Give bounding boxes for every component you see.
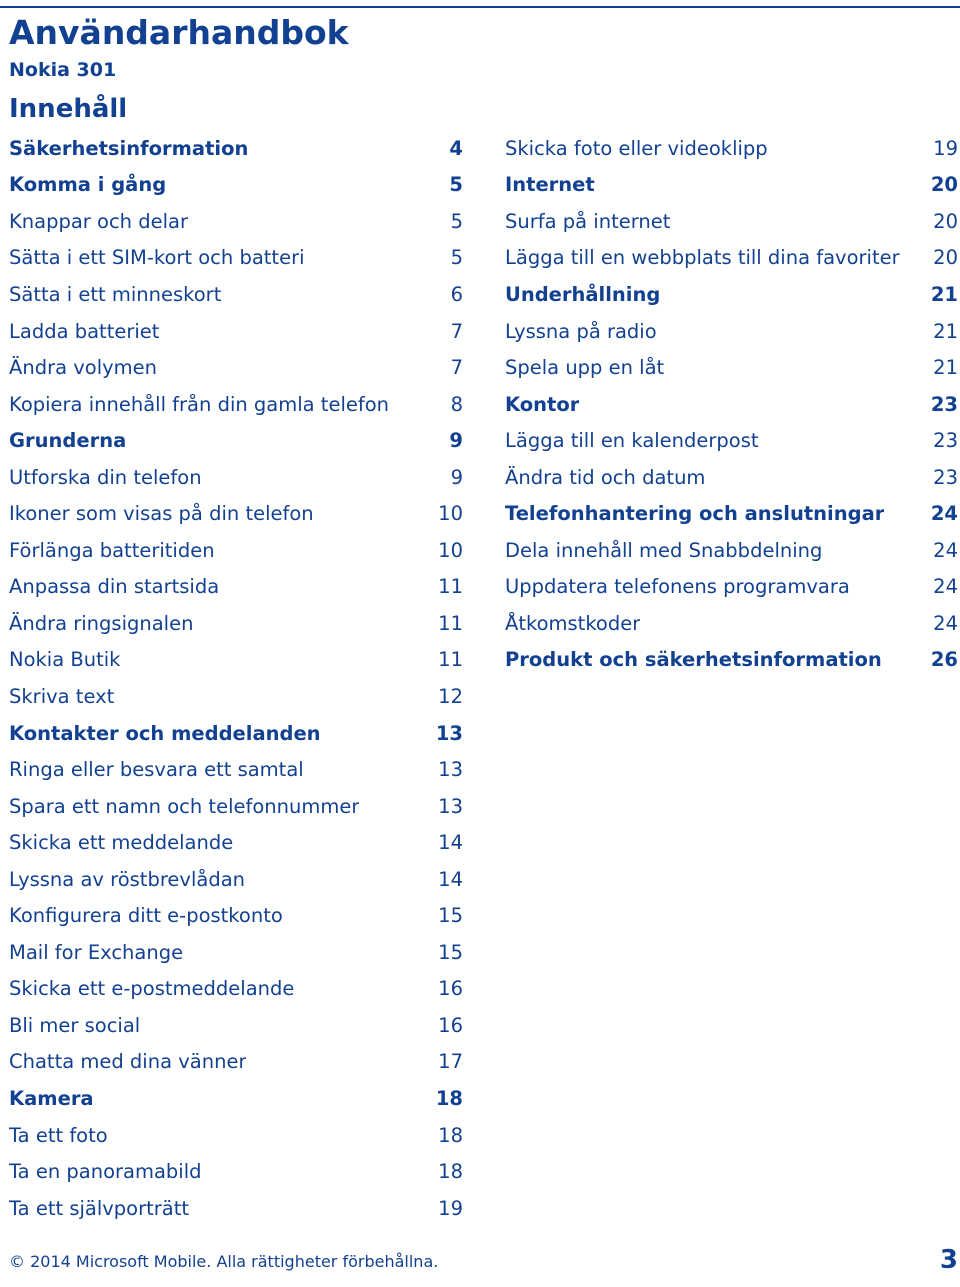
toc-right-column bbox=[505, 130, 958, 678]
toc-entry-label: Skicka ett e-postmeddelande bbox=[9, 977, 295, 1001]
toc-entry-page: 18 bbox=[438, 1123, 463, 1147]
toc-entry-page: 10 bbox=[438, 538, 463, 562]
toc-entry-page: 5 bbox=[449, 173, 463, 197]
toc-entry-page: 14 bbox=[438, 867, 463, 891]
toc-entry-page: 5 bbox=[450, 246, 463, 270]
toc-entry-label: Ändra tid och datum bbox=[505, 465, 706, 489]
toc-entry-label: Ändra volymen bbox=[9, 356, 158, 380]
toc-entry[interactable] bbox=[9, 642, 463, 679]
toc-entry-label: Surfa på internet bbox=[505, 209, 671, 233]
toc-entry-label: Ändra ringsignalen bbox=[9, 611, 194, 635]
toc-entry-label: Ta en panoramabild bbox=[9, 1160, 202, 1184]
toc-entry-label: Nokia Butik bbox=[9, 648, 121, 672]
toc-entry[interactable] bbox=[9, 934, 463, 971]
toc-entry-page: 5 bbox=[450, 209, 463, 233]
toc-entry-page: 11 bbox=[438, 648, 463, 672]
toc-entry-label: Kamera bbox=[9, 1086, 94, 1110]
toc-entry[interactable] bbox=[505, 276, 958, 313]
toc-entry-label: Ikoner som visas på din telefon bbox=[9, 502, 314, 526]
toc-entry-label: Utforska din telefon bbox=[9, 465, 202, 489]
toc-entry-page: 17 bbox=[438, 1050, 463, 1074]
toc-entry[interactable] bbox=[9, 130, 463, 167]
toc-entry[interactable] bbox=[9, 1117, 463, 1154]
toc-entry-label: Telefonhantering och anslutningar bbox=[505, 502, 885, 526]
toc-entry-page: 8 bbox=[450, 392, 463, 416]
toc-entry[interactable] bbox=[9, 824, 463, 861]
toc-entry-page: 20 bbox=[930, 173, 958, 197]
toc-entry-label: Ta ett foto bbox=[9, 1123, 108, 1147]
toc-entry-page: 19 bbox=[438, 1196, 463, 1220]
toc-entry-page: 9 bbox=[450, 465, 463, 489]
toc-entry-page: 6 bbox=[450, 282, 463, 306]
toc-entry-label: Mail for Exchange bbox=[9, 940, 184, 964]
toc-entry-label: Kontakter och meddelanden bbox=[9, 721, 321, 745]
toc-entry[interactable] bbox=[9, 1153, 463, 1190]
toc-entry[interactable] bbox=[9, 1190, 463, 1227]
toc-entry-label: Komma i gång bbox=[9, 173, 167, 197]
toc-entry-label: Lägga till en webbplats till dina favoriter bbox=[505, 246, 900, 270]
toc-entry-page: 4 bbox=[449, 136, 463, 160]
toc-entry[interactable] bbox=[505, 422, 958, 459]
toc-entry-page: 21 bbox=[930, 282, 958, 306]
toc-entry-label: Lyssna på radio bbox=[505, 319, 657, 343]
toc-entry[interactable] bbox=[9, 532, 463, 569]
document-subtitle: Nokia 301 bbox=[9, 59, 117, 81]
toc-entry-page: 26 bbox=[930, 648, 958, 672]
toc-entry-label: Åtkomstkoder bbox=[505, 611, 641, 635]
toc-entry-label: Spela upp en låt bbox=[505, 356, 665, 380]
toc-entry[interactable] bbox=[505, 495, 958, 532]
toc-entry[interactable] bbox=[9, 1007, 463, 1044]
toc-entry-page: 19 bbox=[933, 136, 958, 160]
toc-entry-page: 13 bbox=[438, 794, 463, 818]
toc-entry-label: Sätta i ett SIM-kort och batteri bbox=[9, 246, 305, 270]
page-number: 3 bbox=[939, 1245, 958, 1275]
toc-entry[interactable] bbox=[505, 569, 958, 606]
toc-entry-label: Säkerhetsinformation bbox=[9, 136, 249, 160]
toc-entry-page: 15 bbox=[438, 940, 463, 964]
toc-entry-page: 11 bbox=[438, 575, 463, 599]
toc-entry-page: 24 bbox=[933, 538, 958, 562]
toc-entry-label: Anpassa din startsida bbox=[9, 575, 220, 599]
toc-entry-page: 13 bbox=[438, 758, 463, 782]
toc-entry-page: 10 bbox=[438, 502, 463, 526]
toc-entry[interactable] bbox=[505, 240, 958, 277]
document-title: Användarhandbok bbox=[9, 13, 349, 52]
toc-left-column bbox=[9, 130, 463, 1226]
toc-entry-page: 9 bbox=[449, 429, 463, 453]
toc-entry-page: 13 bbox=[435, 721, 463, 745]
toc-entry-label: Chatta med dina vänner bbox=[9, 1050, 247, 1074]
toc-entry[interactable] bbox=[505, 642, 958, 679]
toc-entry[interactable] bbox=[9, 605, 463, 642]
toc-entry-label: Kopiera innehåll från din gamla telefon bbox=[9, 392, 390, 416]
toc-entry[interactable] bbox=[9, 386, 463, 423]
toc-entry-label: Kontor bbox=[505, 392, 580, 416]
toc-entry-page: 16 bbox=[438, 977, 463, 1001]
top-rule bbox=[0, 6, 960, 8]
toc-entry-page: 20 bbox=[933, 246, 958, 270]
toc-entry-label: Konfigurera ditt e-postkonto bbox=[9, 904, 283, 928]
toc-entry-label: Produkt och säkerhetsinformation bbox=[505, 648, 882, 672]
toc-entry-page: 23 bbox=[933, 429, 958, 453]
toc-entry-page: 11 bbox=[438, 611, 463, 635]
toc-entry[interactable] bbox=[9, 678, 463, 715]
toc-entry-label: Skriva text bbox=[9, 684, 115, 708]
toc-entry-label: Skicka ett meddelande bbox=[9, 831, 234, 855]
toc-entry[interactable] bbox=[9, 422, 463, 459]
toc-entry[interactable] bbox=[9, 751, 463, 788]
toc-entry[interactable] bbox=[9, 276, 463, 313]
toc-entry[interactable] bbox=[505, 532, 958, 569]
toc-entry-page: 20 bbox=[933, 209, 958, 233]
toc-entry[interactable] bbox=[9, 715, 463, 752]
toc-entry[interactable] bbox=[9, 897, 463, 934]
toc-entry[interactable] bbox=[9, 313, 463, 350]
toc-entry[interactable] bbox=[505, 605, 958, 642]
toc-entry-page: 21 bbox=[933, 319, 958, 343]
toc-entry-page: 18 bbox=[435, 1086, 463, 1110]
toc-entry[interactable] bbox=[505, 459, 958, 496]
toc-entry-page: 24 bbox=[933, 611, 958, 635]
toc-entry[interactable] bbox=[9, 349, 463, 386]
toc-entry[interactable] bbox=[505, 386, 958, 423]
toc-entry-page: 12 bbox=[438, 684, 463, 708]
toc-entry-label: Ladda batteriet bbox=[9, 319, 160, 343]
toc-entry[interactable] bbox=[9, 569, 463, 606]
toc-entry[interactable] bbox=[9, 240, 463, 277]
toc-entry-label: Lyssna av röstbrevlådan bbox=[9, 867, 246, 891]
toc-entry-label: Grunderna bbox=[9, 429, 127, 453]
toc-entry[interactable] bbox=[9, 495, 463, 532]
toc-entry-label: Lägga till en kalenderpost bbox=[505, 429, 759, 453]
toc-entry-label: Underhållning bbox=[505, 282, 661, 306]
toc-entry-page: 7 bbox=[450, 319, 463, 343]
toc-entry-page: 23 bbox=[930, 392, 958, 416]
toc-entry-label: Sätta i ett minneskort bbox=[9, 282, 222, 306]
toc-entry-label: Bli mer social bbox=[9, 1013, 141, 1037]
toc-entry-label: Skicka foto eller videoklipp bbox=[505, 136, 768, 160]
toc-heading: Innehåll bbox=[9, 94, 128, 124]
toc-entry-page: 16 bbox=[438, 1013, 463, 1037]
toc-entry-label: Uppdatera telefonens programvara bbox=[505, 575, 850, 599]
toc-entry[interactable] bbox=[9, 167, 463, 204]
toc-entry[interactable] bbox=[9, 1080, 463, 1117]
toc-entry-page: 14 bbox=[438, 831, 463, 855]
toc-entry[interactable] bbox=[505, 203, 958, 240]
toc-entry[interactable] bbox=[9, 203, 463, 240]
toc-entry-label: Ringa eller besvara ett samtal bbox=[9, 758, 304, 782]
toc-entry-label: Spara ett namn och telefonnummer bbox=[9, 794, 360, 818]
toc-entry-page: 18 bbox=[438, 1160, 463, 1184]
toc-entry-label: Förlänga batteritiden bbox=[9, 538, 215, 562]
toc-entry[interactable] bbox=[505, 130, 958, 167]
toc-entry[interactable] bbox=[505, 167, 958, 204]
toc-entry[interactable] bbox=[9, 1044, 463, 1081]
toc-entry-page: 21 bbox=[933, 356, 958, 380]
toc-entry[interactable] bbox=[9, 861, 463, 898]
toc-entry-label: Dela innehåll med Snabbdelning bbox=[505, 538, 823, 562]
toc-entry-page: 24 bbox=[930, 502, 958, 526]
toc-entry-label: Internet bbox=[505, 173, 595, 197]
toc-entry-page: 23 bbox=[933, 465, 958, 489]
toc-entry-page: 24 bbox=[933, 575, 958, 599]
toc-entry-label: Knappar och delar bbox=[9, 209, 188, 233]
copyright-notice: © 2014 Microsoft Mobile. Alla rättigheter förbehållna. bbox=[9, 1252, 439, 1271]
toc-entry[interactable] bbox=[9, 459, 463, 496]
toc-entry[interactable] bbox=[9, 788, 463, 825]
toc-entry[interactable] bbox=[9, 971, 463, 1008]
toc-entry[interactable] bbox=[505, 313, 958, 350]
toc-entry-label: Ta ett självporträtt bbox=[9, 1196, 190, 1220]
toc-entry-page: 7 bbox=[450, 356, 463, 380]
toc-entry[interactable] bbox=[505, 349, 958, 386]
toc-entry-page: 15 bbox=[438, 904, 463, 928]
